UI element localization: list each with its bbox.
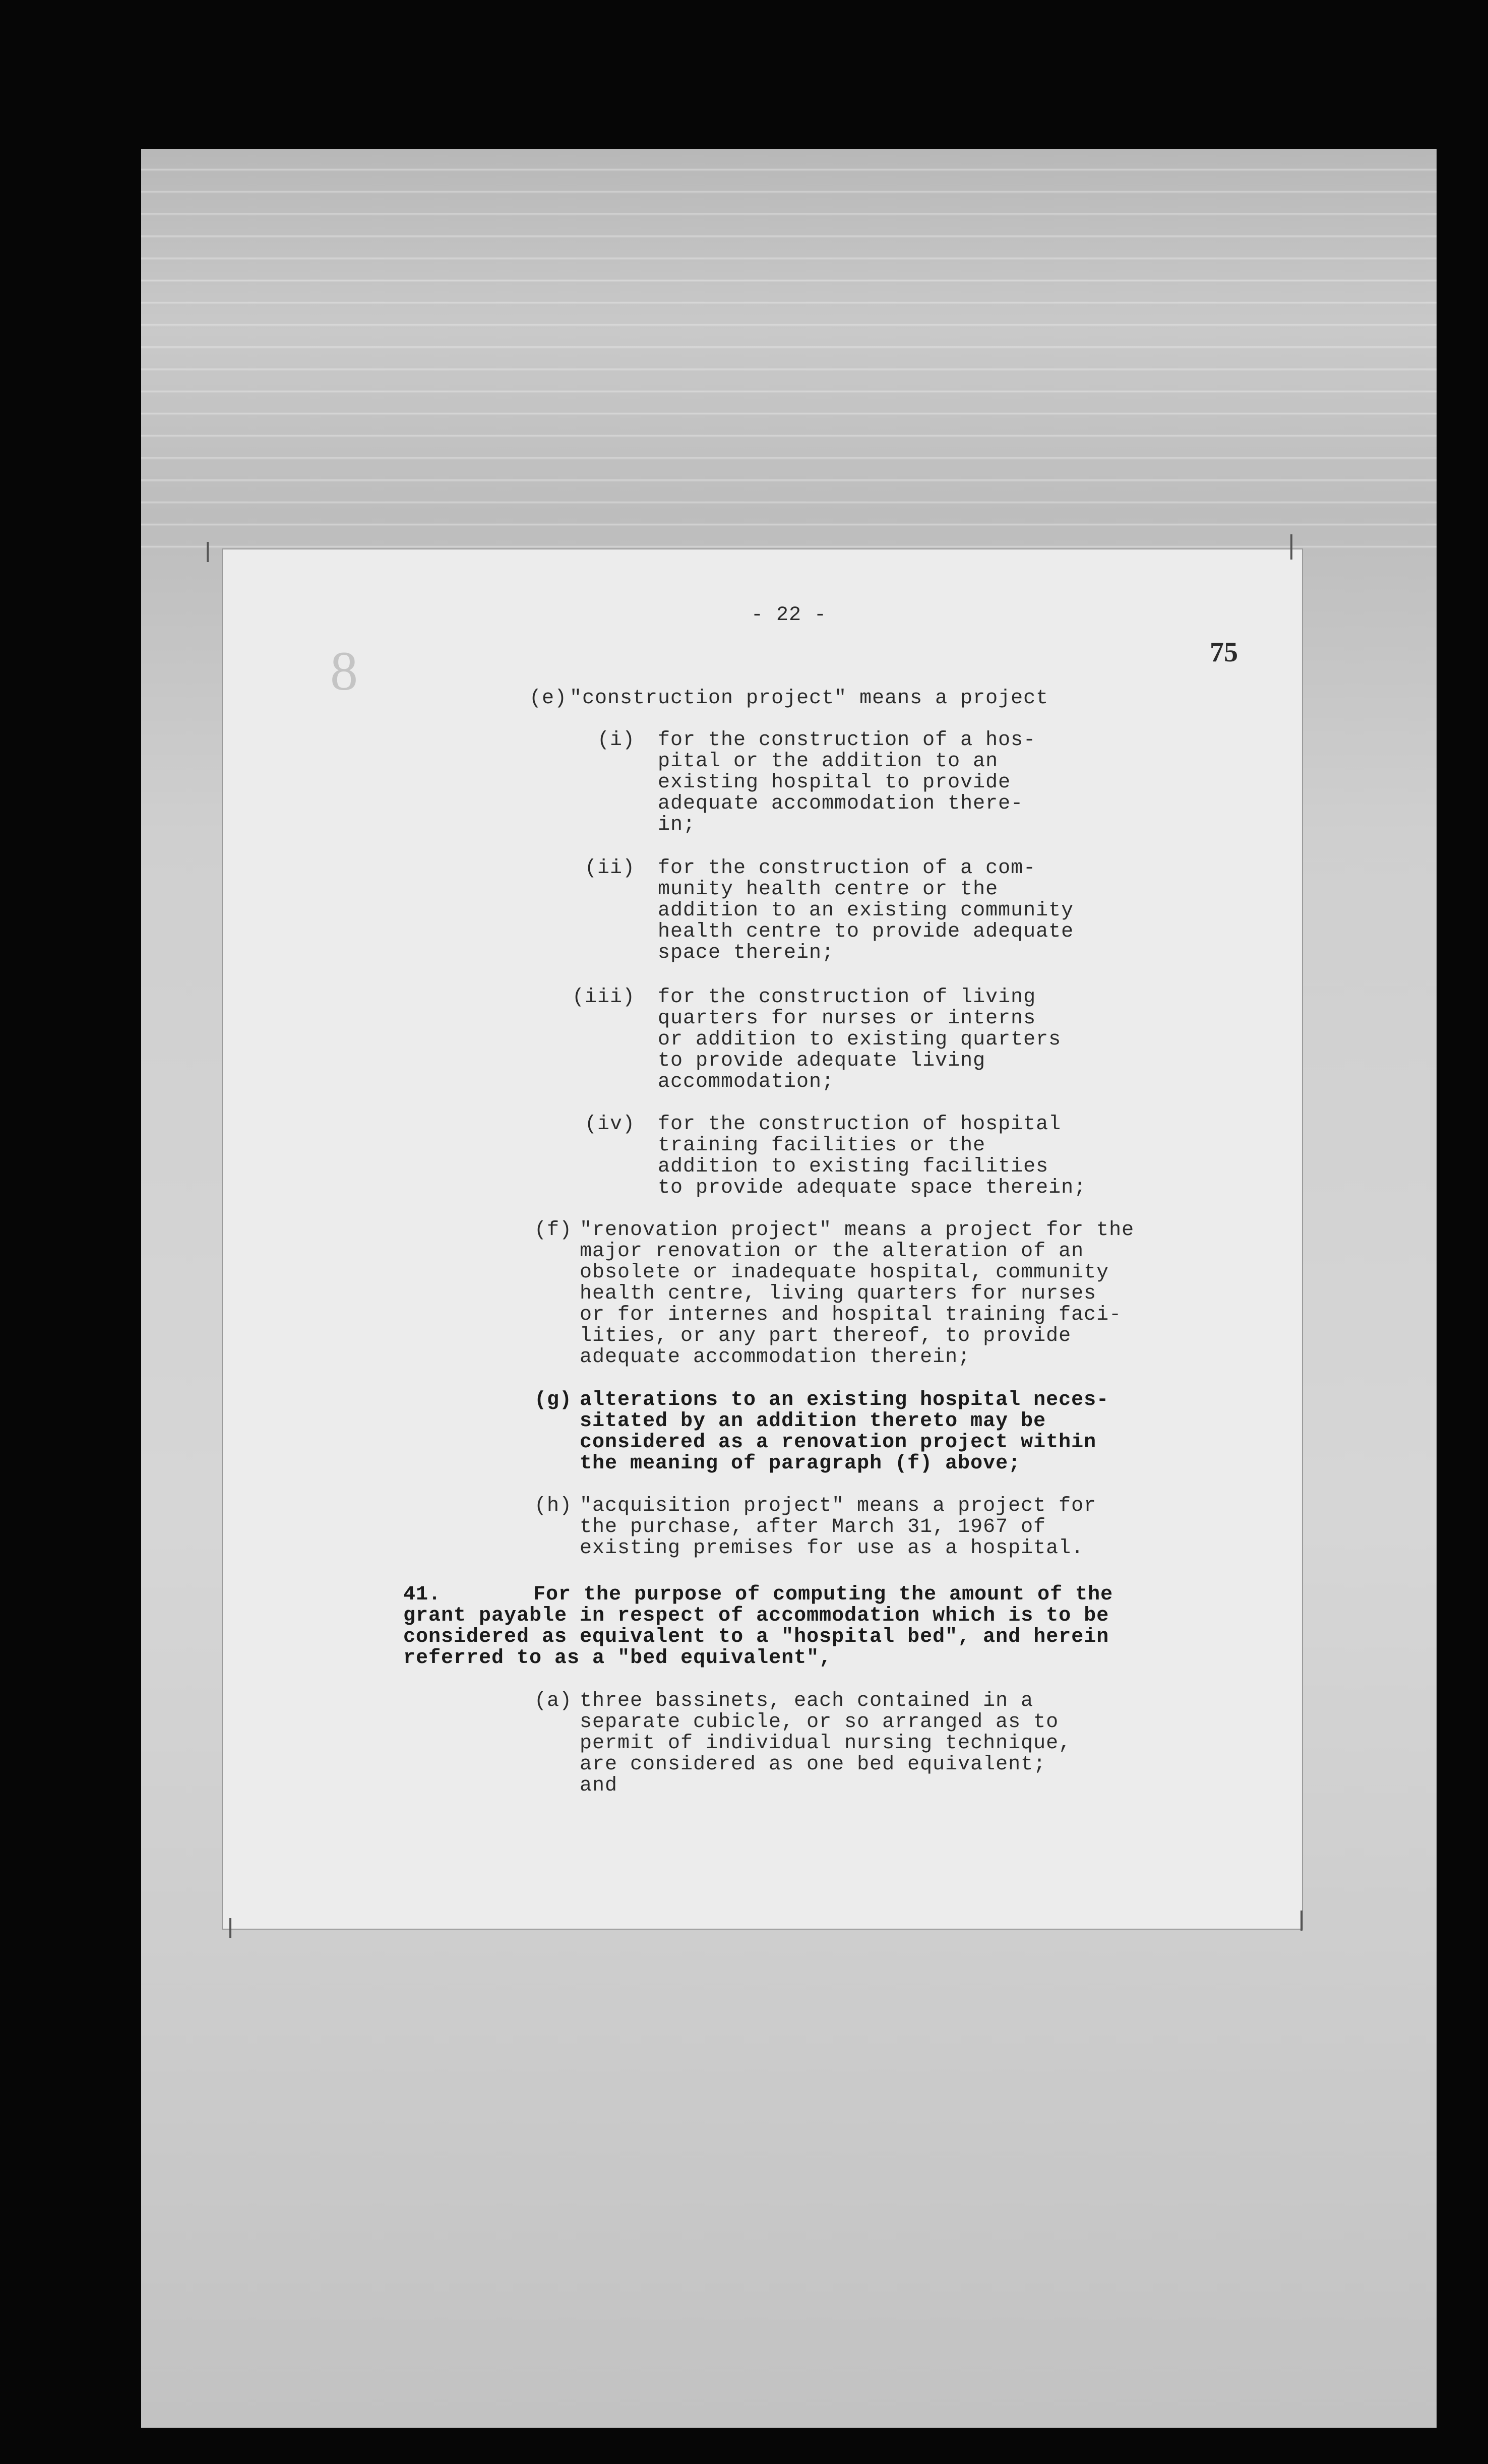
item-line: or for internes and hospital training faci- [580, 1304, 1122, 1326]
item-line: to provide adequate space therein; [658, 1177, 1087, 1199]
item-line: "acquisition project" means a project for [580, 1495, 1097, 1517]
item-line: obsolete or inadequate hospital, community [580, 1261, 1109, 1284]
corner-mark [1290, 534, 1292, 560]
item-line: for the construction of living [658, 986, 1036, 1009]
item-line: accommodation; [658, 1071, 835, 1093]
section-line: considered as equivalent to a "hospital bed", and herein [403, 1626, 1109, 1648]
corner-mark [207, 542, 209, 562]
item-line: adequate accommodation there- [658, 792, 1024, 815]
item-line: pital or the addition to an [658, 750, 999, 773]
item-line: "renovation project" means a project for the [580, 1219, 1135, 1242]
section-line: grant payable in respect of accommodation which is to be [403, 1605, 1109, 1627]
item-line: considered as a renovation project within [580, 1431, 1097, 1454]
item-marker: (g) [534, 1389, 573, 1411]
item-marker: (i) [597, 729, 635, 752]
item-line: separate cubicle, or so arranged as to [580, 1711, 1059, 1734]
item-line: for the construction of hospital [658, 1113, 1062, 1136]
item-marker: (h) [534, 1495, 573, 1517]
item-line: the meaning of paragraph (f) above; [580, 1452, 1021, 1475]
item-line: major renovation or the alteration of an [580, 1240, 1084, 1263]
item-line: sitated by an addition thereto may be [580, 1410, 1046, 1433]
item-line: or addition to existing quarters [658, 1028, 1062, 1051]
backing-texture [141, 149, 1437, 563]
item-line: addition to existing facilities [658, 1155, 1049, 1178]
item-line: existing premises for use as a hospital. [580, 1537, 1084, 1560]
item-marker: (f) [534, 1219, 573, 1242]
folio-number: 75 [1210, 637, 1238, 668]
item-line: the purchase, after March 31, 1967 of [580, 1516, 1046, 1538]
item-marker: (e) [529, 687, 568, 710]
item-line: for the construction of a com- [658, 857, 1036, 880]
item-line: health centre to provide adequate [658, 920, 1074, 943]
item-marker: (ii) [584, 857, 635, 880]
item-line: existing hospital to provide [658, 771, 1011, 794]
corner-mark [1300, 1911, 1303, 1931]
section-line: referred to as a "bed equivalent", [403, 1647, 832, 1670]
item-line: alterations to an existing hospital neces- [580, 1389, 1109, 1411]
item-line: addition to an existing community [658, 899, 1074, 922]
item-marker: (iii) [572, 986, 635, 1009]
item-line: adequate accommodation therein; [580, 1346, 971, 1369]
item-line: training facilities or the [658, 1134, 986, 1157]
section-number: 41. [403, 1583, 442, 1606]
item-marker: (iv) [584, 1113, 635, 1136]
item-line: are considered as one bed equivalent; [580, 1753, 1046, 1776]
item-line: in; [658, 814, 696, 836]
item-line: three bassinets, each contained in a [580, 1690, 1034, 1712]
corner-mark [229, 1918, 231, 1938]
item-line: lities, or any part thereof, to provide [580, 1325, 1072, 1347]
item-line: for the construction of a hos- [658, 729, 1036, 752]
item-marker: (a) [534, 1690, 573, 1712]
item-line: munity health centre or the [658, 878, 999, 901]
pencil-mark: 8 [330, 640, 358, 702]
item-line: space therein; [658, 942, 835, 964]
item-line: to provide adequate living [658, 1050, 986, 1072]
item-line: "construction project" means a project [570, 687, 1049, 710]
section-line: For the purpose of computing the amount of the [533, 1583, 1113, 1606]
item-line: health centre, living quarters for nurses [580, 1282, 1097, 1305]
page-number: - 22 - [751, 604, 827, 627]
item-line: permit of individual nursing technique, [580, 1732, 1072, 1755]
item-line: and [580, 1774, 618, 1797]
item-line: quarters for nurses or interns [658, 1007, 1036, 1030]
